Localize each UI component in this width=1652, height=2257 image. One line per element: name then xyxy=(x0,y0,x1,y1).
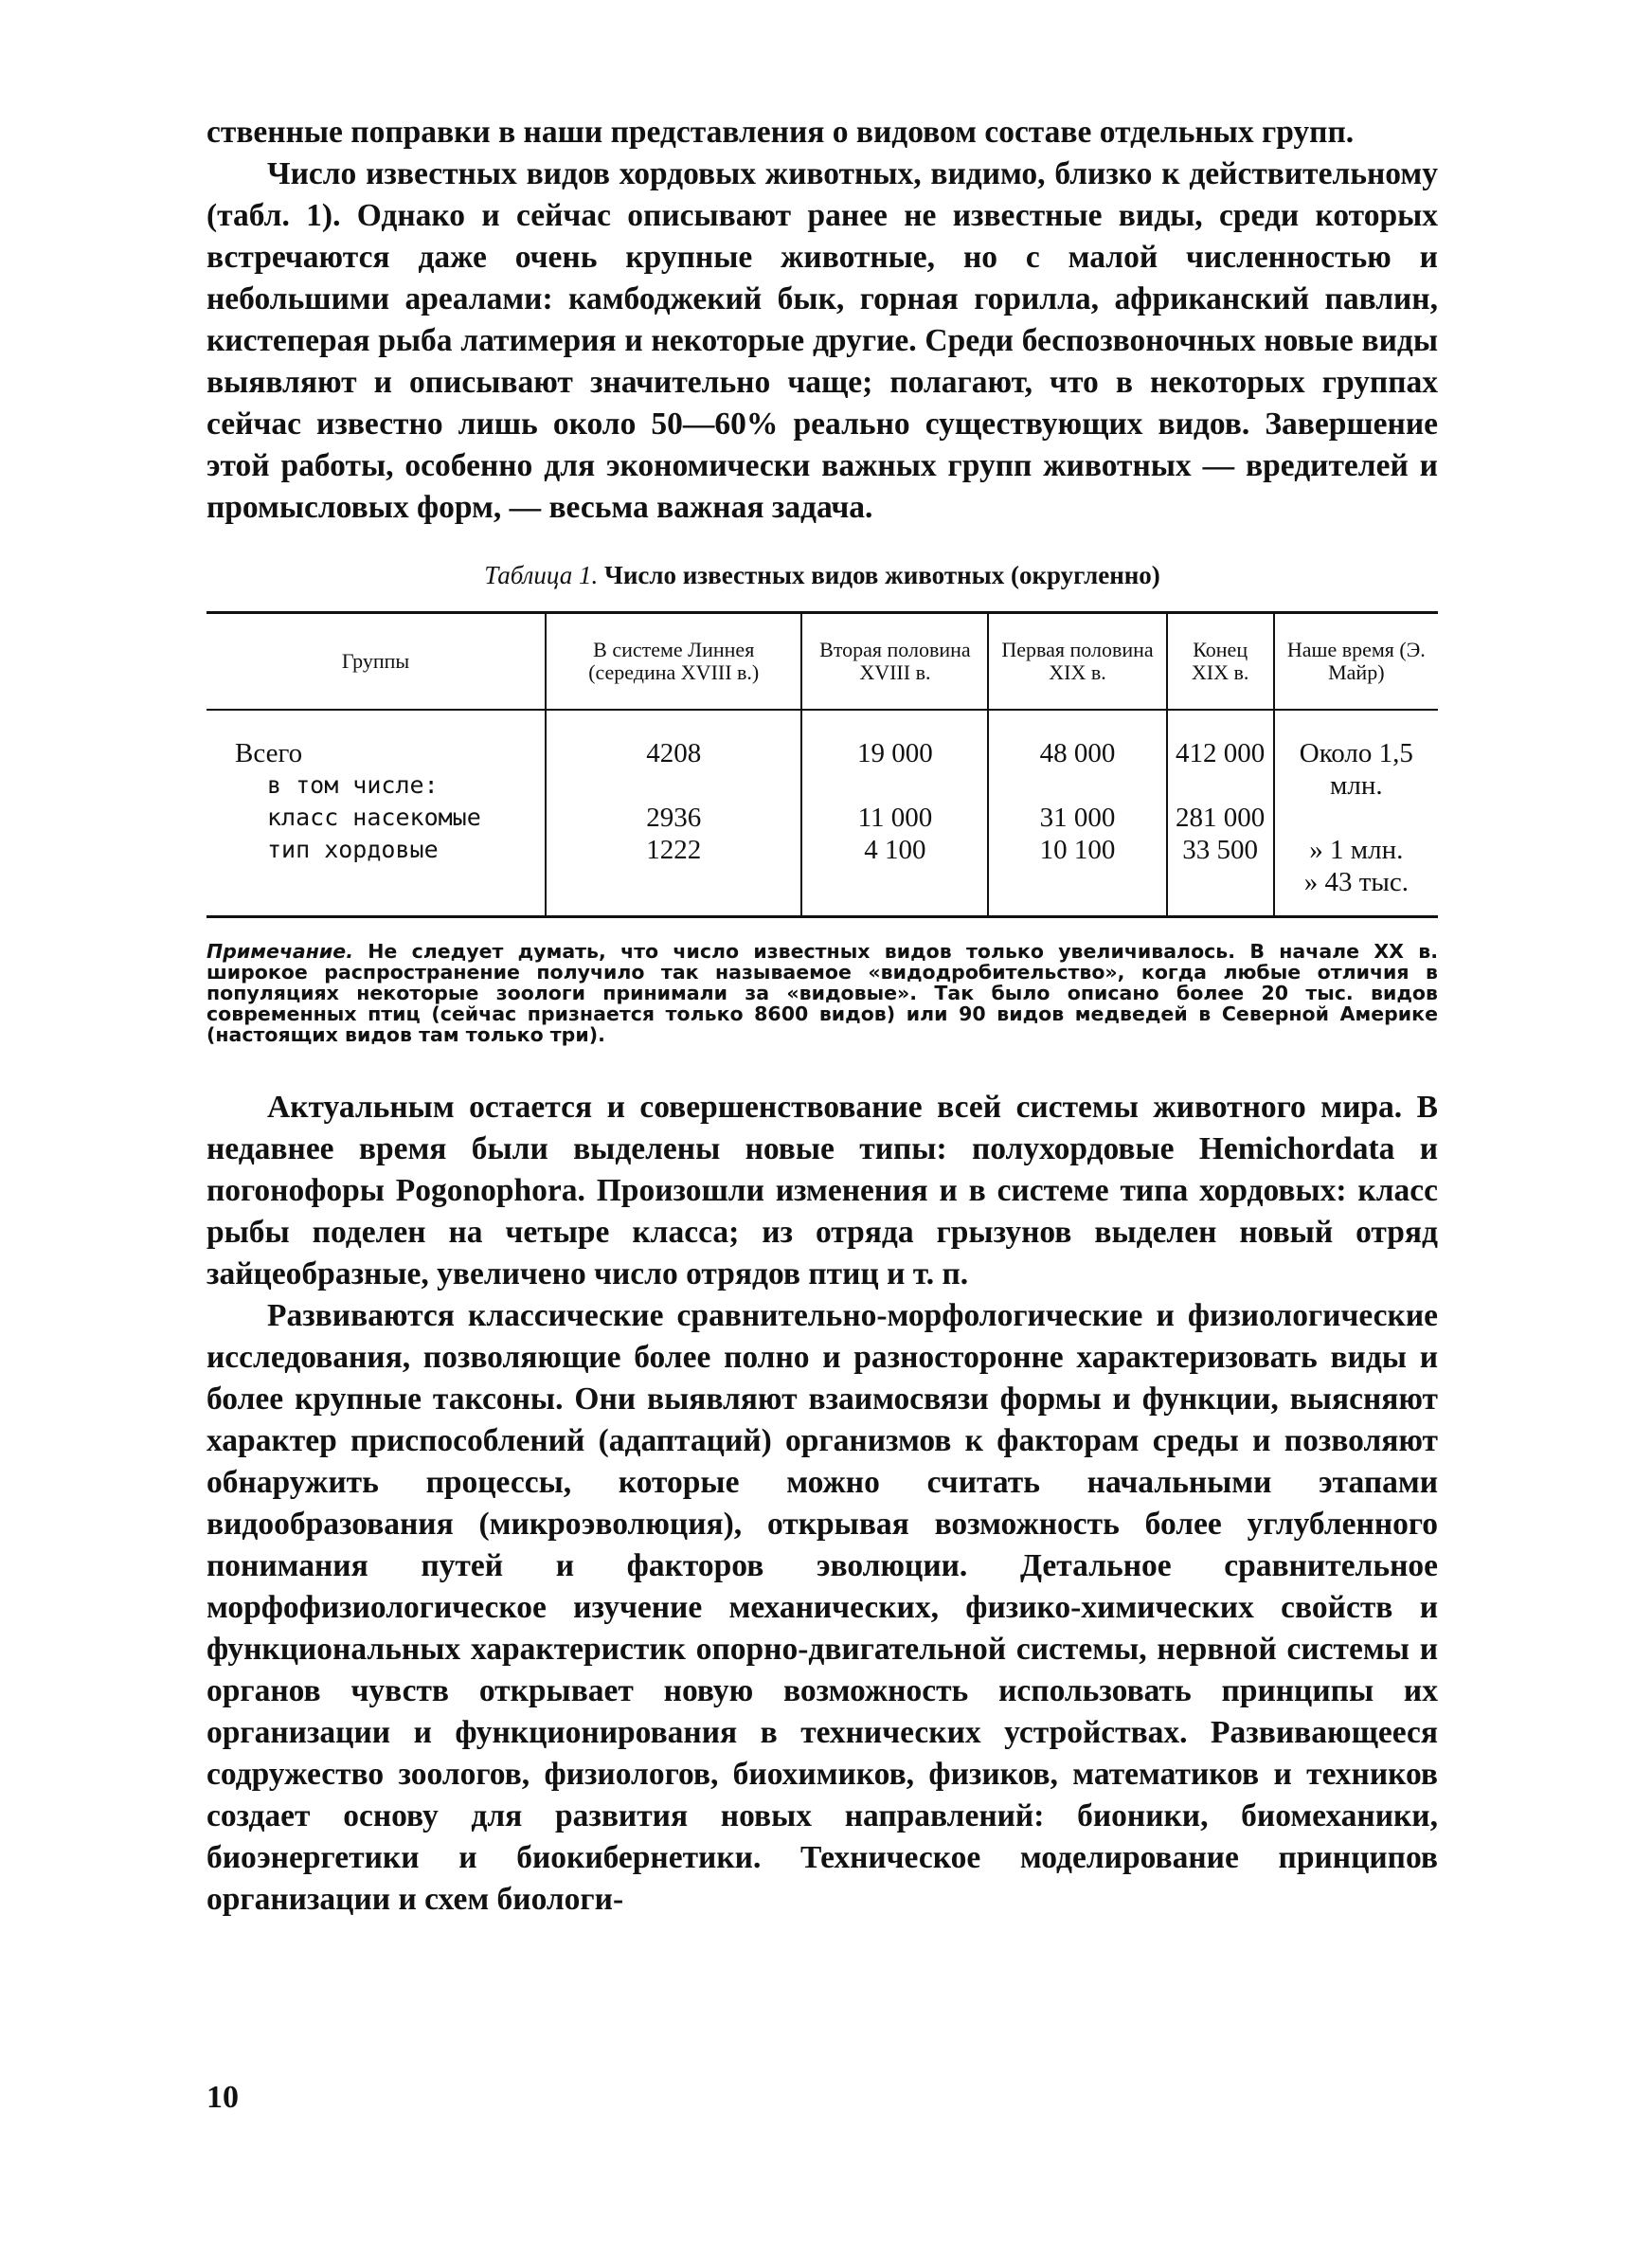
header-groups: Группы xyxy=(206,613,546,711)
header-18c-second-half: Вторая половина XVIII в. xyxy=(801,613,988,711)
table-caption xyxy=(206,561,1438,590)
cell-our-time xyxy=(1274,710,1438,917)
page-number: 10 xyxy=(206,2080,239,2115)
table-row xyxy=(206,710,1438,917)
value-19c-end-chordates: 33 500 xyxy=(1182,835,1259,865)
value-19c-first-total: 48 000 xyxy=(1039,738,1116,768)
cell-19c-end xyxy=(1167,710,1274,917)
value-19c-first-insects: 31 000 xyxy=(1039,803,1116,833)
value-18c-insects: 11 000 xyxy=(857,803,933,833)
table-note-text: Не следует думать, что число известных видов только увеличивалось. В начале XX в. широкое распространение получило так называемое «видодробительство», когда любые отличия в популяциях некоторые зоологи принимали за «видовые». Так было описано более 20 тыс. видов современных птиц (сейчас признается только 8600 видов) или 90 видов медведей в Северной Америке (настоящих видов там только три). xyxy=(206,940,1438,1046)
value-18c-chordates: 4 100 xyxy=(864,835,926,865)
group-insects: класс насекомые xyxy=(267,803,481,831)
cell-19c-first-half xyxy=(988,710,1166,917)
table-caption-text: Число известных видов животных (округленно) xyxy=(604,561,1160,589)
value-19c-end-spacer xyxy=(1174,769,1267,802)
value-our-time-spacer xyxy=(1281,802,1432,834)
value-19c-first-spacer xyxy=(995,769,1159,802)
header-19c-end: Конец XIX в. xyxy=(1167,613,1274,711)
cell-groups xyxy=(206,710,546,917)
value-18c-spacer xyxy=(808,769,981,802)
cell-18c-second-half xyxy=(801,710,988,917)
paragraph-species-count: Число известных видов хордовых животных, видимо, близко к действительному (табл. 1). Однако и сейчас описывают ранее не известные виды, среди которых встречаются даже очень крупные животные, но с малой численностью и небольшими ареалами: камбоджекий бык, горная горилла, африканский павлин, кистеперая рыба латимерия и некоторые другие. Среди беспозвоночных новые виды выявляют и описывают значительно чаще; полагают, что в некоторых группах сейчас известно лишь около 50—60% реально существующих видов. Завершение этой работы, особенно для экономически важных групп животных — вредителей и промысловых форм, — весьма важная задача. xyxy=(206,156,1438,525)
paragraph-continuation: ственные поправки в наши представления о видовом составе отдельных групп. xyxy=(206,115,1355,150)
group-total: Всего xyxy=(235,738,303,768)
paragraph-system: Актуальным остается и совершенствование всей системы животного мира. В недавнее время были выделены новые типы: полухордовые Hemichordata и погонофоры Pogonophora. Произошли изменения и в системе типа хордовых: класс рыбы поделен на четыре класса; из отряда грызунов выделен новый отряд зайцеобразные, увеличено число отрядов птиц и т. п. xyxy=(206,1090,1438,1291)
header-linnaeus: В системе Линнея (середина XVIII в.) xyxy=(546,613,801,711)
value-our-time-chordates: » 43 тыс. xyxy=(1303,867,1409,897)
value-18c-total: 19 000 xyxy=(857,738,933,768)
species-table xyxy=(206,611,1438,918)
value-19c-end-total: 412 000 xyxy=(1176,738,1266,768)
table-note-label: Примечание. xyxy=(206,940,353,963)
header-19c-first-half: Первая половина XIX в. xyxy=(988,613,1166,711)
value-19c-end-insects: 281 000 xyxy=(1176,803,1266,833)
value-our-time-insects: » 1 млн. xyxy=(1309,835,1404,865)
value-19c-first-chordates: 10 100 xyxy=(1039,835,1116,865)
value-linnaeus-total: 4208 xyxy=(646,738,702,768)
page-body xyxy=(206,112,1438,1921)
value-our-time-total: Около 1,5 млн. xyxy=(1299,738,1413,801)
group-including: в том числе: xyxy=(267,771,439,799)
value-linnaeus-chordates: 1222 xyxy=(646,835,702,865)
table-header-row xyxy=(206,613,1438,711)
value-linnaeus-insects: 2936 xyxy=(646,803,702,833)
table-note xyxy=(206,941,1438,1045)
table-caption-label: Таблица 1. xyxy=(484,561,599,589)
cell-linnaeus xyxy=(546,710,801,917)
value-linnaeus-spacer xyxy=(552,769,795,802)
paragraph-research: Развиваются классические сравнительно-морфологические и физиологические исследования, позволяющие более полно и разносторонне характеризовать виды и более крупные таксоны. Они выявляют взаимосвязи формы и функции, выясняют характер приспособлений (адаптаций) организмов к факторам среды и позволяют обнаружить процессы, которые можно считать начальными этапами видообразования (микроэволюция), открывая возможность более углубленного понимания путей и факторов эволюции. Детальное сравнительное морфофизиологическое изучение механических, физико-химических свойств и функциональных характеристик опорно-двигательной системы, нервной системы и органов чувств открывает новую возможность использовать принципы их организации и функционирования в технических устройствах. Развивающееся содружество зоологов, физиологов, биохимиков, физиков, математиков и техников создает основу для развития новых направлений: бионики, биомеханики, биоэнергетики и биокибернетики. Техническое моделирование принципов организации и схем биологи- xyxy=(206,1298,1438,1917)
header-our-time: Наше время (Э. Майр) xyxy=(1274,613,1438,711)
group-chordates: тип хордовые xyxy=(267,836,439,863)
